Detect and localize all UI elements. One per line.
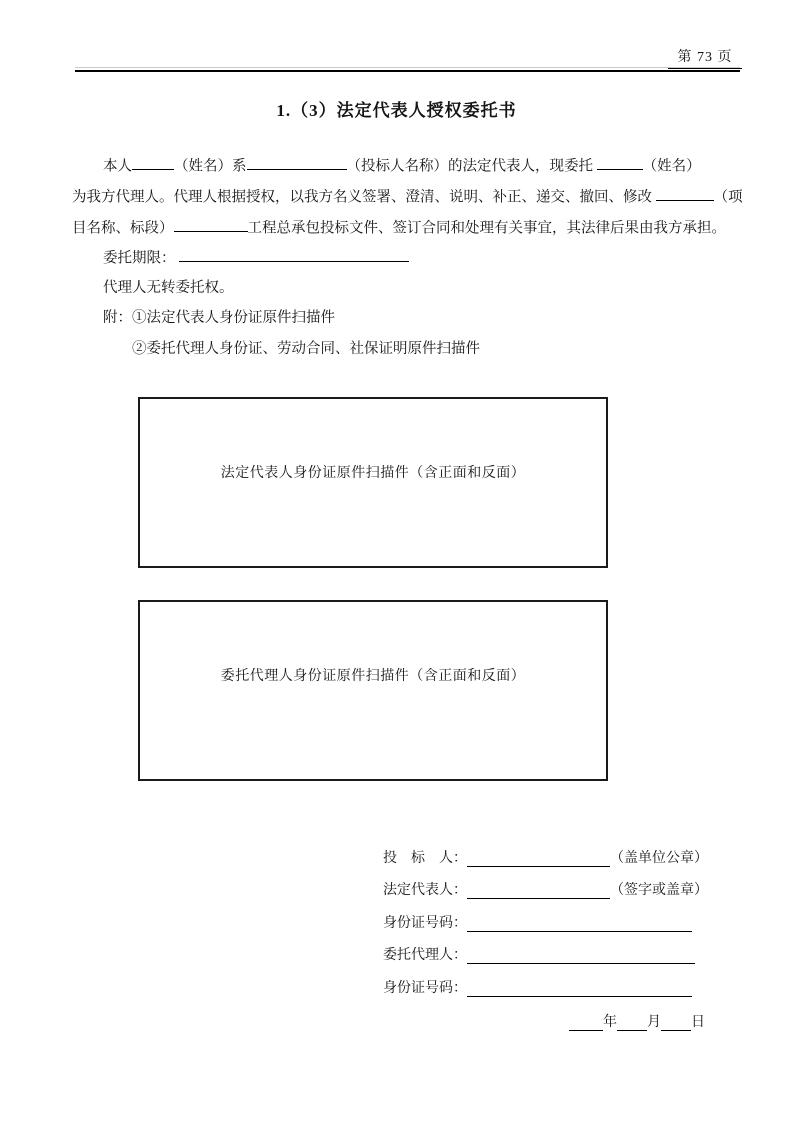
agent-id-blank (467, 981, 692, 997)
bidder-seal-note: （盖单位公章） (610, 850, 708, 866)
body-text: （姓名） (642, 158, 701, 175)
entrust-period-blank (179, 249, 409, 262)
body-line-1 (103, 157, 701, 176)
attachment-box-1-label: 法定代表人身份证原件扫描件（含正面和反面） (220, 465, 526, 481)
body-line-3 (72, 219, 726, 238)
project-name-blank-1 (656, 188, 714, 201)
body-text: 工程总承包投标文件、签订合同和处理有关事宜，其法律后果由我方承担。 (247, 220, 726, 237)
attachment-line-1: 附：①法定代表人身份证原件扫描件 (103, 310, 335, 326)
body-text: （投标人名称）的法定代表人，现委托 (346, 158, 597, 175)
date-day-label: 日 (691, 1014, 705, 1030)
entrust-period-line (103, 249, 409, 268)
page-number: 第 73 页 (668, 46, 742, 69)
signature-block (383, 834, 713, 1031)
entrust-period-label: 委托期限： (103, 250, 176, 267)
legal-rep-seal-note: （签字或盖章） (610, 883, 708, 898)
date-day-blank (661, 1015, 691, 1031)
legal-rep-id-label: 身份证号码： (383, 915, 467, 931)
body-text: 本人 (103, 158, 132, 175)
signature-row-legal-rep-id (383, 899, 713, 932)
date-month-label: 月 (647, 1014, 661, 1030)
agent-label: 委托代理人： (383, 948, 467, 963)
project-name-blank-2 (174, 219, 248, 232)
body-text: （项 (713, 189, 743, 206)
bidder-name-blank (247, 157, 347, 170)
body-line-2 (72, 188, 743, 207)
signature-row-legal-rep (383, 867, 713, 900)
date-year-label: 年 (603, 1014, 617, 1030)
date-month-blank (617, 1015, 647, 1031)
attachment-line-2: ②委托代理人身份证、劳动合同、社保证明原件扫描件 (132, 341, 480, 357)
bidder-signature-blank (467, 851, 610, 867)
principal-name-blank (132, 157, 174, 170)
document-title: 1.（3）法定代表人授权委托书 (276, 101, 517, 120)
signature-row-bidder (383, 834, 713, 867)
attachment-box-2-label: 委托代理人身份证原件扫描件（含正面和反面） (220, 668, 526, 684)
legal-rep-id-blank (467, 916, 692, 932)
attachment-box-legal-rep-id (138, 397, 608, 568)
agent-signature-blank (467, 948, 695, 964)
date-line (383, 997, 713, 1031)
bidder-label: 投 标 人： (383, 850, 467, 866)
header-rule-ghost (75, 67, 740, 68)
body-text: 目名称、标段） (72, 220, 174, 237)
legal-rep-label: 法定代表人： (383, 883, 467, 898)
attachment-box-agent-id (138, 600, 608, 781)
body-text: 为我方代理人。代理人根据授权，以我方名义签署、澄清、说明、补正、递交、撤回、修改 (72, 189, 656, 206)
date-year-blank (569, 1015, 603, 1031)
signature-row-agent-id (383, 964, 713, 997)
body-text: （姓名）系 (174, 158, 247, 175)
legal-rep-signature-blank (467, 883, 610, 899)
header-rule (75, 70, 740, 72)
signature-row-agent (383, 932, 713, 965)
agent-name-blank (597, 157, 643, 170)
agent-id-label: 身份证号码： (383, 980, 467, 996)
no-transfer-line: 代理人无转委托权。 (103, 280, 234, 296)
